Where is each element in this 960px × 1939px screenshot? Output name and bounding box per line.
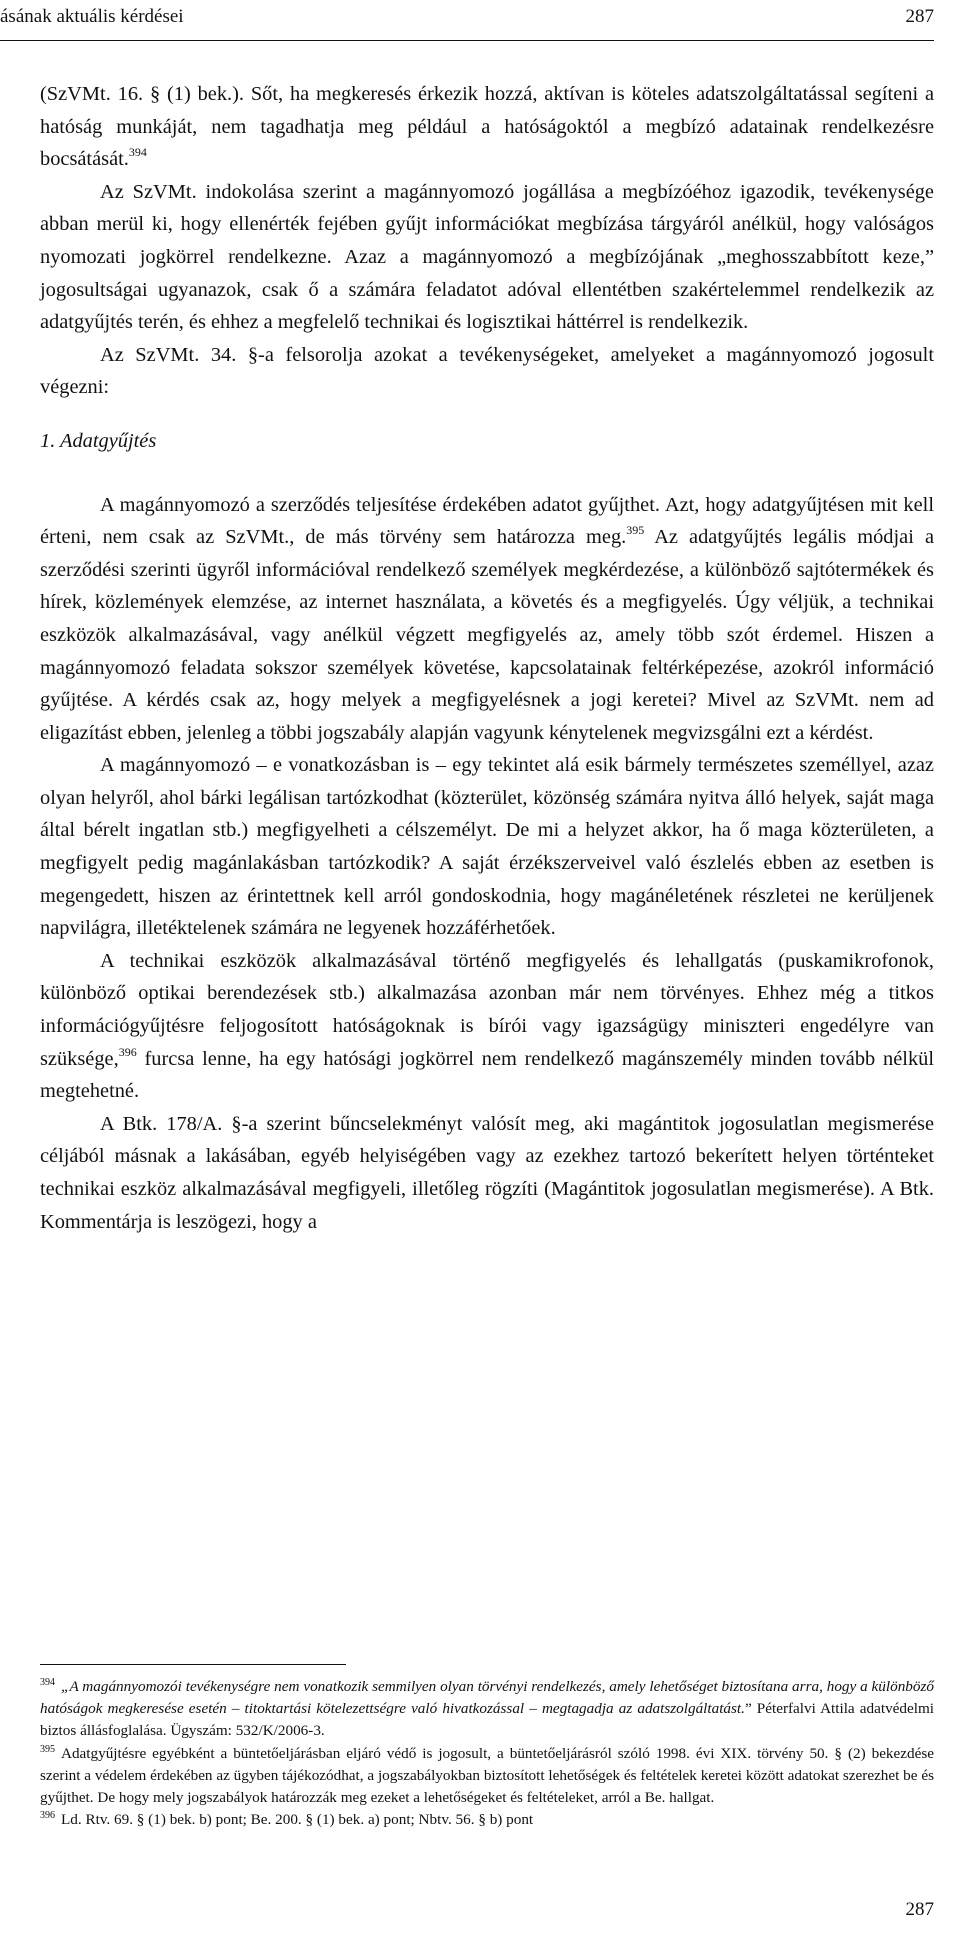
footnote-separator: [40, 1664, 346, 1665]
paragraph-5: A magánnyomozó – e vonatkozásban is – egy tekintet alá esik bármely természetes személlyel, azaz olyan helyről, ahol bárki legálisan tartózkodhat (közterület, közönség számára nyitva álló helyek, saját maga által bérelt ingatlan stb.) megfigyelheti a célszemélyt. De mi a helyzet akkor, ha ő maga közterületen, a megfigyelt pedig magánlakásban tartózkodik? A saját érzékszerveivel való észlelés ebben az esetben is megengedett, hiszen az érintettnek kell arról gondoskodnia, hogy magánéletének részletei ne kerüljenek napvilágra, illetéktelenek számára ne legyenek hozzáférhetőek.: [40, 754, 934, 940]
running-header-title: ásának aktuális kérdései: [0, 6, 184, 27]
paragraph-6: [40, 945, 934, 1108]
footnote-number: 395: [40, 1743, 55, 1755]
paragraph-1-text: (SzVMt. 16. § (1) bek.). Sőt, ha megkeresés érkezik hozzá, aktívan is köteles adatszolgáltatással segíteni a hatóság munkáját, nem tagadhatja meg például a hatóságoktól a megbízó adatainak rendelkezésre bocsátását.: [40, 83, 934, 171]
footnote-number: 394: [40, 1677, 55, 1688]
paragraph-4: [40, 489, 934, 750]
footnote-395: [40, 1743, 934, 1810]
footnote-text: Adatgyűjtésre egyébként a büntetőeljárásban eljáró védő is jogosult, a büntetőeljárásról szóló 1998. évi XIX. törvény 50. § (2) bekezdése szerint a védelem érdekében az ügyben tájékozódhat, a jogszabályokban biztosított lehetőségek és feltételek keretei között adatokat szerezhet be és gyűjthet. De hogy mely jogszabályok határozzák meg ezeket a lehetőségeket és feltételeket, arról a Be. hallgat.: [40, 1744, 934, 1807]
footnote-ref-394[interactable]: 394: [128, 145, 147, 160]
footnote-quote: „A magánnyomozói tevékenységre nem vonatkozik semmilyen olyan törvényi rendelkezés, amely lehetőséget biztosítana arra, hogy a különböző hatóságok megkeresése esetén – titoktartási kötelezettségre való hivatkozással – megtagadja az adatszolgáltatást.: [40, 1678, 934, 1718]
footnote-text: ” Péterfalvi Attila adatvédelmi biztos állásfoglalása. Ügyszám: 532/K/2006-3.: [40, 1700, 934, 1740]
paragraph-4-text: A magánnyomozó a szerződés teljesítése érdekében adatot gyűjthet. Azt, hogy adatgyűjtésen mit kell érteni, nem csak az SzVMt., de más törvény sem határozza meg.: [40, 493, 934, 549]
paragraph-6-text: A technikai eszközök alkalmazásával történő megfigyelés és lehallgatás (puskamikrofonok, különböző optikai berendezések stb.) alkalmazása azonban már nem törvényes. Ehhez még a titkos információgyűjtésre feljogosított hatóságoknak is bírói vagy igazságügy miniszteri engedélyre van szüksége,: [40, 949, 934, 1070]
footnote-ref-395[interactable]: 395: [626, 523, 645, 538]
paragraph-6-continuation: furcsa lenne, ha egy hatósági jogkörrel nem rendelkező magánszemély minden tovább nélkül megtehetné.: [40, 1047, 934, 1103]
section-heading: 1. Adatgyűjtés: [40, 429, 157, 452]
header-rule: [0, 40, 934, 41]
footnote-396: [40, 1809, 934, 1831]
running-header: [0, 0, 960, 44]
footnote-text: Ld. Rtv. 69. § (1) bek. b) pont; Be. 200. § (1) bek. a) pont; Nbtv. 56. § b) pont: [61, 1811, 534, 1829]
footnote-number: 396: [40, 1810, 55, 1822]
paragraph-2: Az SzVMt. indokolása szerint a magánnyomozó jogállása a megbízóéhoz igazodik, tevékenysége abban merül ki, hogy ellenérték fejében gyűjt információkat megbízása tárgyáról anélkül, hogy valóságos nyomozati jogkörrel rendelkezne. Azaz a magánnyomozó a megbízójának „meghosszabbított keze,” jogosultságai ugyanazok, csak ő a számára feladatot adóval ellentétben szakértelemmel rendelkezik az adatgyűjtés terén, és ehhez a megfelelő technikai és logisztikai háttérrel is rendelkezik.: [40, 180, 934, 334]
footer-page-number: 287: [905, 1899, 934, 1920]
footnote-394: [40, 1676, 934, 1743]
paragraph-7: A Btk. 178/A. §-a szerint bűncselekményt valósít meg, aki magántitok jogosulatlan megismerése céljából másnak a lakásában, egyéb helyiségében vagy az ezekhez tartozó bekerített helyen történteket technikai eszköz alkalmazásával megfigyeli, illetőleg rögzíti (Magántitok jogosulatlan megismerése). A Btk. Kommentárja is leszögezi, hogy a: [40, 1112, 934, 1233]
footnote-ref-396[interactable]: 396: [118, 1044, 137, 1059]
body-text: [40, 78, 934, 1238]
paragraph-1: [40, 78, 934, 176]
footnotes: [40, 1676, 934, 1831]
header-page-number: 287: [905, 6, 934, 27]
paragraph-4-continuation: Az adatgyűjtés legális módjai a szerződési szerinti ügyről információval rendelkező személyek megkérdezése, a különböző sajtótermékek és hírek, közlemények elemzése, az internet használata, a követés és a megfigyelés. Úgy véljük, a technikai eszközök alkalmazásával, vagy anélkül végzett megfigyelés az, amely több szót érdemel. Hiszen a magánnyomozó feladata sokszor személyek követése, kapcsolatainak feltérképezése, azokról információ gyűjtése. A kérdés csak az, hogy melyek a megfigyelésnek a jogi keretei? Mivel az SzVMt. nem ad eligazítást ebben, jelenleg a többi jogszabály alapján vagyunk kénytelenek megvizsgálni ezt a kérdést.: [40, 526, 934, 744]
paragraph-3: Az SzVMt. 34. §-a felsorolja azokat a tevékenységeket, amelyeket a magánnyomozó jogosult végezni:: [40, 343, 934, 399]
